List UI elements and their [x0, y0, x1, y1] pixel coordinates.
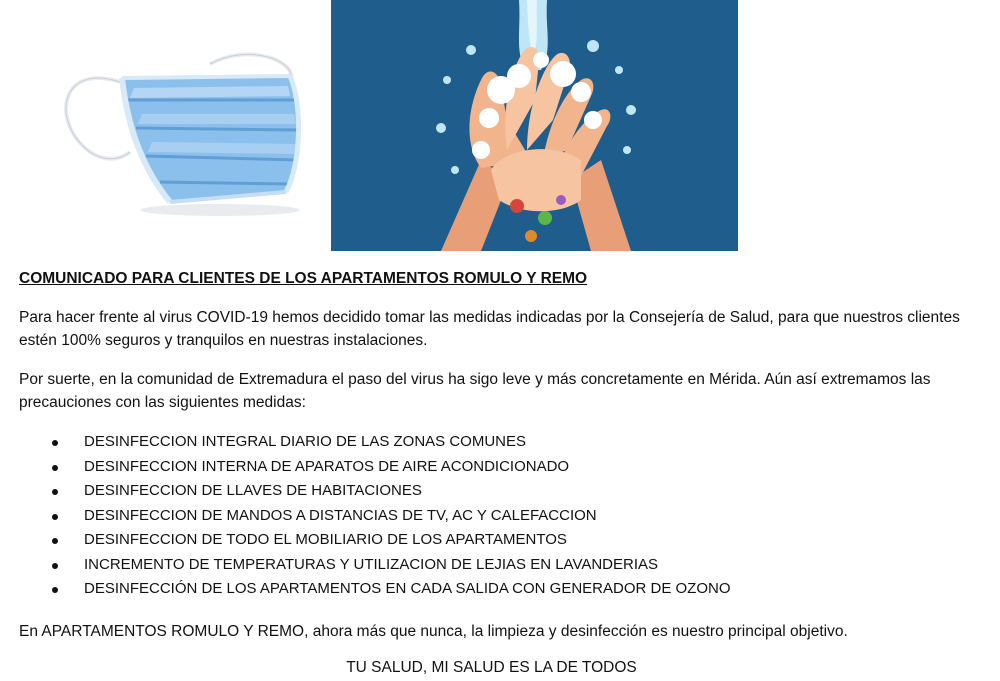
bullet-icon: [52, 514, 58, 520]
list-item-text: DESINFECCION DE MANDOS A DISTANCIAS DE TV, AC Y CALEFACCION: [84, 506, 597, 524]
list-item-text: DESINFECCION DE TODO EL MOBILIARIO DE LOS APARTAMENTOS: [84, 531, 567, 548]
list-item: [0, 455, 731, 480]
intro-paragraph: Para hacer frente al virus COVID-19 hemos decidido tomar las medidas indicadas por la Consejería de Salud, para que nuestros clientes estén 100% seguros y tranquilos en nuestras instalaciones.: [19, 309, 960, 349]
document-title: COMUNICADO PARA CLIENTES DE LOS APARTAMENTOS ROMULO Y REMO: [19, 270, 588, 287]
bullet-icon: [52, 440, 58, 446]
surgical-mask-image: [50, 42, 306, 218]
context-paragraph: Por suerte, en la comunidad de Extremadura el paso del virus ha sigo leve y más concretamente en Mérida. Aún así extremamos las precauciones con las siguientes medidas:: [19, 371, 931, 411]
list-item: [0, 553, 731, 578]
list-item: [0, 577, 731, 602]
list-item: [0, 528, 731, 553]
bullet-icon: [52, 563, 58, 569]
bullet-icon: [52, 489, 58, 495]
list-item-text: DESINFECCIÓN DE LOS APARTAMENTOS EN CADA SALIDA CON GENERADOR DE OZONO: [84, 580, 731, 597]
bullet-icon: [52, 465, 58, 471]
list-item: [0, 430, 731, 455]
surgical-mask-icon: [50, 42, 306, 218]
bullet-icon: [52, 587, 58, 593]
closing-slogan: TU SALUD, MI SALUD ES LA DE TODOS: [346, 659, 637, 676]
list-item: [0, 479, 731, 504]
bullet-icon: [52, 538, 58, 544]
hand-washing-icon: [331, 0, 738, 251]
list-item: [0, 504, 731, 529]
list-item-text: DESINFECCION DE LLAVES DE HABITACIONES: [84, 482, 422, 499]
list-item-text: DESINFECCION INTEGRAL DIARIO DE LAS ZONAS COMUNES: [84, 433, 527, 450]
list-item-text: INCREMENTO DE TEMPERATURAS Y UTILIZACION DE LEJIAS EN LAVANDERIAS: [84, 555, 659, 573]
hand-washing-image: [331, 0, 738, 251]
objective-paragraph: En APARTAMENTOS ROMULO Y REMO, ahora más que nunca, la limpieza y desinfección es nuestro principal objetivo.: [19, 623, 848, 640]
list-item-text: DESINFECCION INTERNA DE APARATOS DE AIRE ACONDICIONADO: [84, 457, 570, 475]
measures-list: [0, 430, 731, 602]
